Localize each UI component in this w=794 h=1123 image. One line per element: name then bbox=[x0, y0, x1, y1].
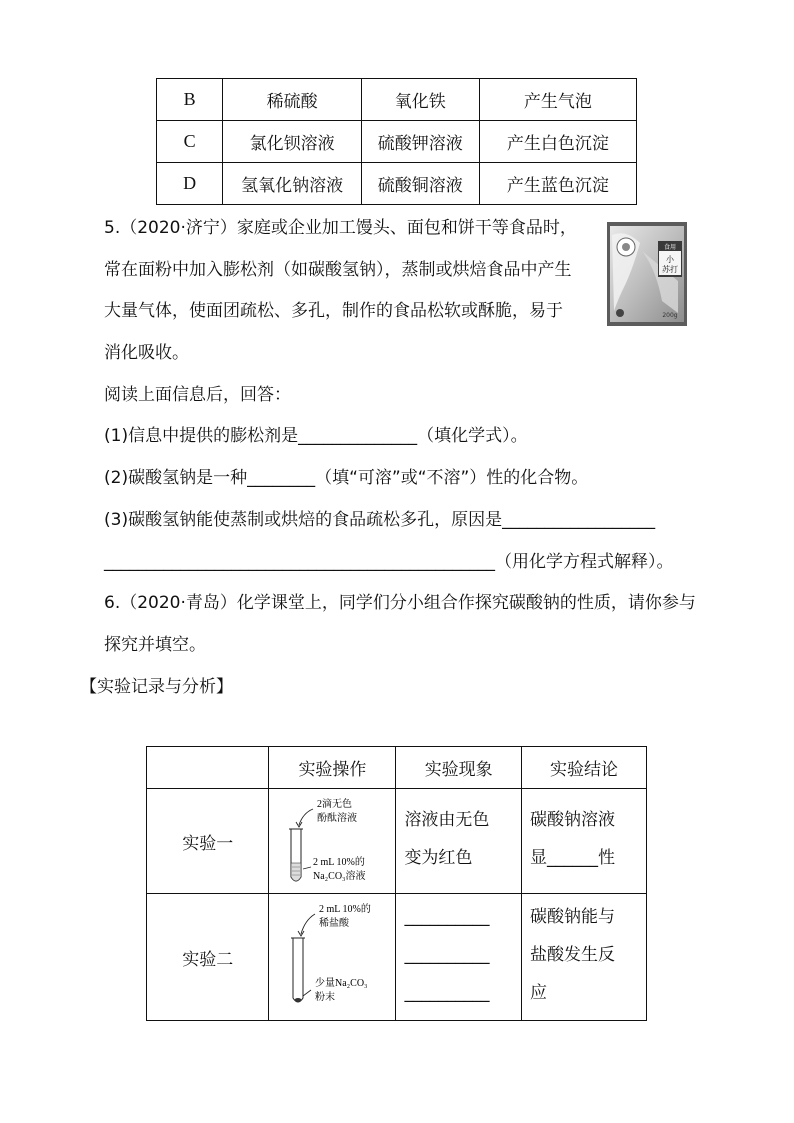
exp2-phenomenon bbox=[396, 894, 522, 1021]
q5-line-5: 阅读上面信息后，回答： bbox=[104, 385, 291, 405]
exp2-conclusion bbox=[521, 894, 646, 1021]
reagent-b: 氧化铁 bbox=[361, 79, 479, 121]
q6-line-1: 6.（2020·青岛）化学课堂上，同学们分小组合作探究碳酸钠的性质，请你参与 bbox=[104, 593, 696, 613]
phenomenon: 产生蓝色沉淀 bbox=[479, 163, 636, 205]
header-blank bbox=[147, 747, 269, 789]
exp2-blank-1: __________ bbox=[404, 907, 490, 927]
exp1-conclusion-line-1: 碳酸钠溶液 bbox=[529, 810, 615, 830]
reagent-a: 氯化钡溶液 bbox=[223, 121, 362, 163]
exp1-sol-label-2: Na₂CO₃溶液 bbox=[313, 871, 366, 882]
exp2-name: 实验二 bbox=[147, 894, 269, 1021]
bag-brand-text-2: 苏打 bbox=[662, 265, 678, 274]
exp1-sol-label-1: 2 mL 10%的 bbox=[313, 857, 366, 868]
phenomenon: 产生白色沉淀 bbox=[479, 121, 636, 163]
exp2-conclusion-line-1: 碳酸钠能与 bbox=[529, 907, 615, 927]
table-row bbox=[157, 121, 637, 163]
exp2-blank-2: __________ bbox=[404, 945, 490, 965]
exp1-name: 实验一 bbox=[147, 789, 269, 894]
bag-weight-text: 200g bbox=[662, 312, 678, 319]
header-operation: 实验操作 bbox=[269, 747, 396, 789]
table-header-row bbox=[147, 747, 647, 789]
exp2-add-label-2: 稀盐酸 bbox=[319, 918, 350, 929]
q5-line-4: 消化吸收。 bbox=[104, 343, 189, 363]
table-row bbox=[157, 79, 637, 121]
q5-line-2: 常在面粉中加入膨松剂（如碳酸氢钠），蒸制或烘焙食品中产生 bbox=[104, 260, 572, 280]
exp2-sol-label-1: 少量Na₂CO₃ bbox=[315, 978, 368, 989]
reagent-a: 氢氧化钠溶液 bbox=[223, 163, 362, 205]
q5-sub-3a: (3)碳酸氢钠能使蒸制或烘焙的食品疏松多孔，原因是__________________ bbox=[104, 510, 656, 530]
q6-line-2: 探究并填空。 bbox=[104, 635, 206, 655]
exp2-add-label-1: 2 mL 10%的 bbox=[319, 904, 372, 915]
exp1-conclusion-line-2: 显______性 bbox=[529, 848, 615, 868]
baking-soda-bag-image bbox=[606, 221, 688, 327]
exp1-add-label-1: 2滴无色 bbox=[317, 799, 353, 810]
exp1-conclusion bbox=[521, 789, 646, 894]
table-row bbox=[147, 894, 647, 1021]
reagent-b: 硫酸钾溶液 bbox=[361, 121, 479, 163]
exp1-phenomenon bbox=[396, 789, 522, 894]
q5-sub-3b: ______________________________________________（用化学方程式解释）。 bbox=[104, 552, 674, 572]
exp2-sol-label-2: 粉末 bbox=[315, 992, 336, 1003]
header-phenomenon: 实验现象 bbox=[396, 747, 522, 789]
exp2-diagram bbox=[269, 894, 396, 1021]
exp2-blank-3: __________ bbox=[404, 983, 490, 1003]
bag-brand-text: 小 bbox=[666, 255, 674, 264]
bag-tag-text: 食用 bbox=[663, 244, 677, 251]
experiment-table bbox=[146, 746, 647, 1021]
option-letter: B bbox=[157, 79, 223, 121]
exp2-conclusion-line-3: 应 bbox=[529, 983, 547, 1003]
q5-sub-1: (1)信息中提供的膨松剂是______________（填化学式）。 bbox=[104, 426, 528, 446]
exp1-diagram bbox=[269, 789, 396, 894]
section-heading: 【实验记录与分析】 bbox=[80, 677, 233, 697]
header-conclusion: 实验结论 bbox=[521, 747, 646, 789]
exp2-conclusion-line-2: 盐酸发生反 bbox=[529, 945, 615, 965]
exp1-phenomenon-line-2: 变为红色 bbox=[404, 848, 473, 868]
option-letter: C bbox=[157, 121, 223, 163]
table-row bbox=[147, 789, 647, 894]
top-answer-table bbox=[156, 78, 637, 205]
q5-sub-2: (2)碳酸氢钠是一种________（填“可溶”或“不溶”）性的化合物。 bbox=[104, 468, 589, 488]
q5-line-3: 大量气体，使面团疏松、多孔，制作的食品松软或酥脆，易于 bbox=[104, 301, 563, 321]
table-row bbox=[157, 163, 637, 205]
option-letter: D bbox=[157, 163, 223, 205]
phenomenon: 产生气泡 bbox=[479, 79, 636, 121]
exp1-phenomenon-line-1: 溶液由无色 bbox=[404, 810, 490, 830]
reagent-b: 硫酸铜溶液 bbox=[361, 163, 479, 205]
exp1-add-label-2: 酚酞溶液 bbox=[317, 813, 358, 824]
reagent-a: 稀硫酸 bbox=[223, 79, 362, 121]
q5-line-1: 5.（2020·济宁）家庭或企业加工馒头、面包和饼干等食品时， bbox=[104, 218, 577, 238]
